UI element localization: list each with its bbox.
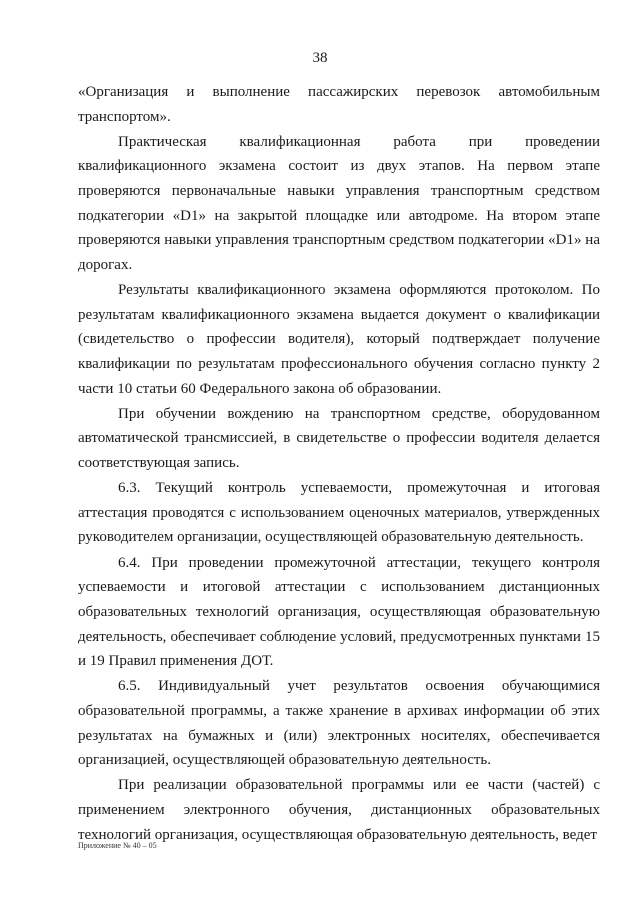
paragraph-exam-results: Результаты квалификационного экзамена оформляются протоколом. По результатам квалификационного экзамена выдается документ о квалификации (свидетельство о профессии водителя), который подтверждает получение квалификации по результатам профессионального обучения согласно пункту 2 части 10 статьи 60 Федерального закона об образовании. bbox=[78, 282, 600, 397]
page-footer: Приложение № 40 – 05 bbox=[78, 841, 157, 850]
paragraph-elearning: При реализации образовательной программы или ее части (частей) с применением электронного обучения, дистанционных образовательных технологий организация, осуществляющая образовательную деятельность, ведет bbox=[78, 777, 600, 843]
paragraph-practical-work: Практическая квалификационная работа при проведении квалификационного экзамена состоит из двух этапов. На первом этапе проверяются первоначальные навыки управления транспортным средством подкатегории «D1» на закрытой площадке или автодроме. На втором этапе проверяются навыки управления транспортным средством подкатегории «D1» на дорогах. bbox=[78, 133, 600, 273]
page-number: 38 bbox=[312, 50, 328, 66]
paragraph-continuation: «Организация и выполнение пассажирских перевозок автомобильным транспортом». bbox=[78, 84, 600, 125]
paragraph-6-3: 6.3. Текущий контроль успеваемости, промежуточная и итоговая аттестация проводятся с использованием оценочных материалов, утвержденных руководителем организации, осуществляющей образовательную деятельность. bbox=[78, 480, 600, 546]
paragraph-automatic-transmission: При обучении вождению на транспортном средстве, оборудованном автоматической трансмиссией, в свидетельстве о профессии водителя делается соответствующая запись. bbox=[78, 405, 600, 471]
document-body bbox=[78, 80, 600, 847]
paragraph-6-5: 6.5. Индивидуальный учет результатов освоения обучающимися образовательной программы, а также хранение в архивах информации об этих результатах на бумажных и (или) электронных носителях, обеспечивается организацией, осуществляющей образовательную деятельность. bbox=[78, 678, 600, 769]
paragraph-6-4: 6.4. При проведении промежуточной аттестации, текущего контроля успеваемости и итоговой аттестации с использованием дистанционных образовательных технологий организация, осуществляющая образовательную деятельность, обеспечивает соблюдение условий, предусмотренных пунктами 15 и 19 Правил применения ДОТ. bbox=[78, 554, 600, 670]
